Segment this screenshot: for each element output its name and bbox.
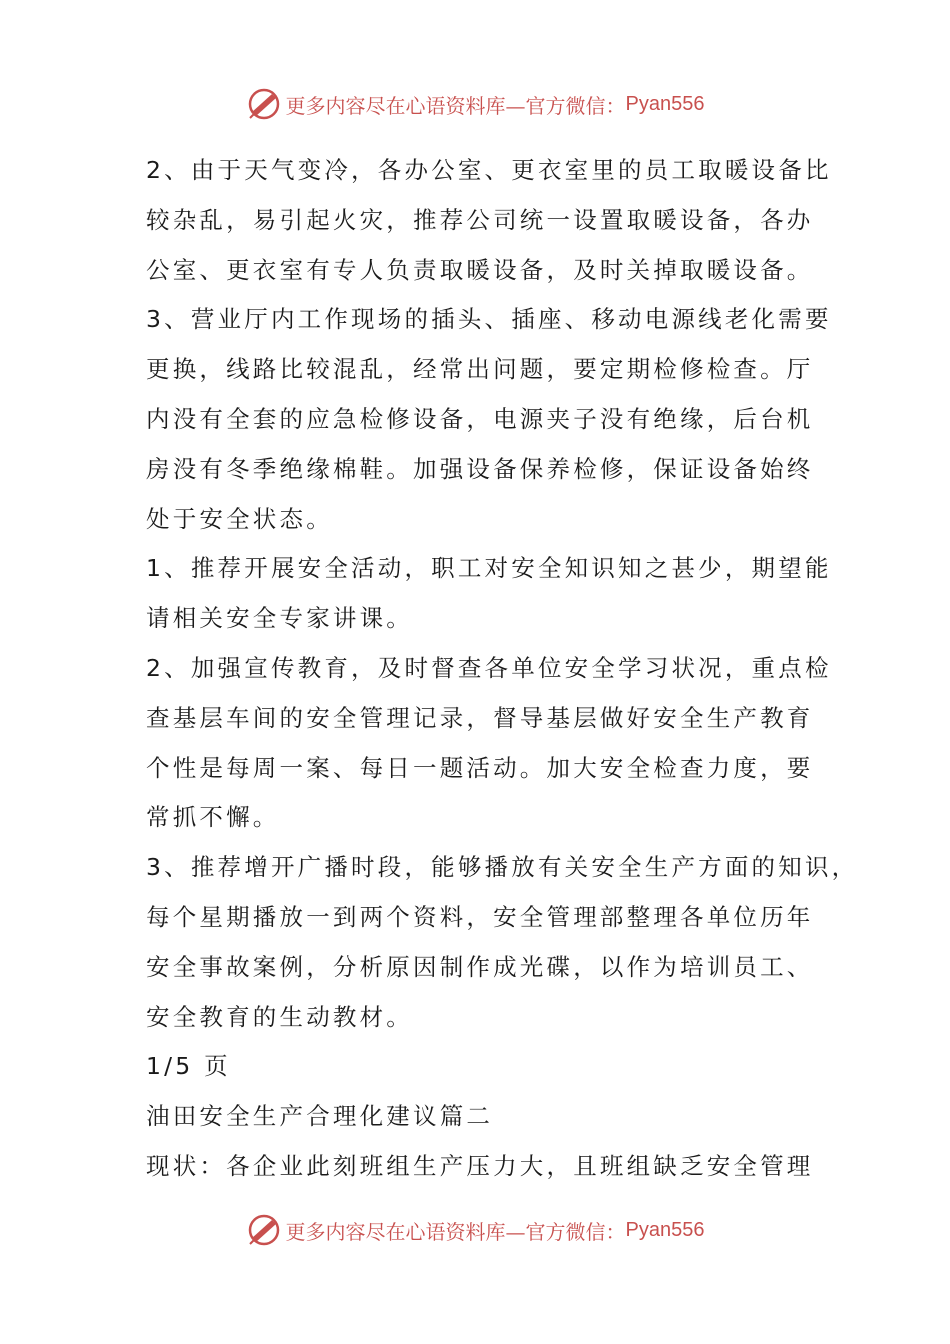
text-line: 1、推荐开展安全活动，职工对安全知识知之甚少，期望能 <box>146 554 832 583</box>
text-line: 内没有全套的应急检修设备，电源夹子没有绝缘，后台机 <box>146 404 814 433</box>
watermark-wechat-id: Pyan556 <box>625 92 705 115</box>
text-line: 安全教育的生动教材。 <box>146 1002 413 1031</box>
text-line: 公室、更衣室有专人负责取暖设备，及时关掉取暖设备。 <box>146 255 814 284</box>
text-line: 安全事故案例，分析原因制作成光碟，以作为培训员工、 <box>146 952 814 981</box>
text-line: 较杂乱，易引起火灾，推荐公司统一设置取暖设备，各办 <box>146 205 814 234</box>
text-line: 3、推荐增开广播时段，能够播放有关安全生产方面的知识， <box>146 853 859 882</box>
footer-watermark <box>0 1210 950 1250</box>
text-line: 房没有冬季绝缘棉鞋。加强设备保养检修，保证设备始终 <box>146 454 814 483</box>
text-line: 每个星期播放一到两个资料，安全管理部整理各单位历年 <box>146 902 814 931</box>
text-line: 处于安全状态。 <box>146 504 333 533</box>
header-watermark <box>0 84 950 124</box>
text-line: 个性是每周一案、每日一题活动。加大安全检查力度，要 <box>146 753 814 782</box>
page-number: 1/5 页 <box>146 1052 231 1081</box>
watermark-chinese-text: 更多内容尽在心语资料库—官方微信： <box>285 93 626 118</box>
text-line: 查基层车间的安全管理记录，督导基层做好安全生产教育 <box>146 703 814 732</box>
pen-logo-icon <box>246 1212 282 1248</box>
text-line: 2、加强宣传教育，及时督查各单位安全学习状况，重点检 <box>146 653 832 682</box>
pen-logo-icon <box>246 86 282 122</box>
text-line: 2、由于天气变冷，各办公室、更衣室里的员工取暖设备比 <box>146 156 832 184</box>
text-line: 更换，线路比较混乱，经常出问题，要定期检修检查。厅 <box>146 355 814 384</box>
text-line: 常抓不懈。 <box>146 803 280 832</box>
text-line: 请相关安全专家讲课。 <box>146 604 413 633</box>
text-line: 3、营业厅内工作现场的插头、插座、移动电源线老化需要 <box>146 305 832 334</box>
document-body <box>146 146 859 1192</box>
text-line: 现状：各企业此刻班组生产压力大，且班组缺乏安全管理 <box>146 1151 814 1180</box>
section-heading: 油田安全生产合理化建议篇二 <box>146 1102 494 1131</box>
watermark-wechat-id: Pyan556 <box>625 1218 705 1241</box>
watermark-chinese-text: 更多内容尽在心语资料库—官方微信： <box>285 1219 626 1244</box>
